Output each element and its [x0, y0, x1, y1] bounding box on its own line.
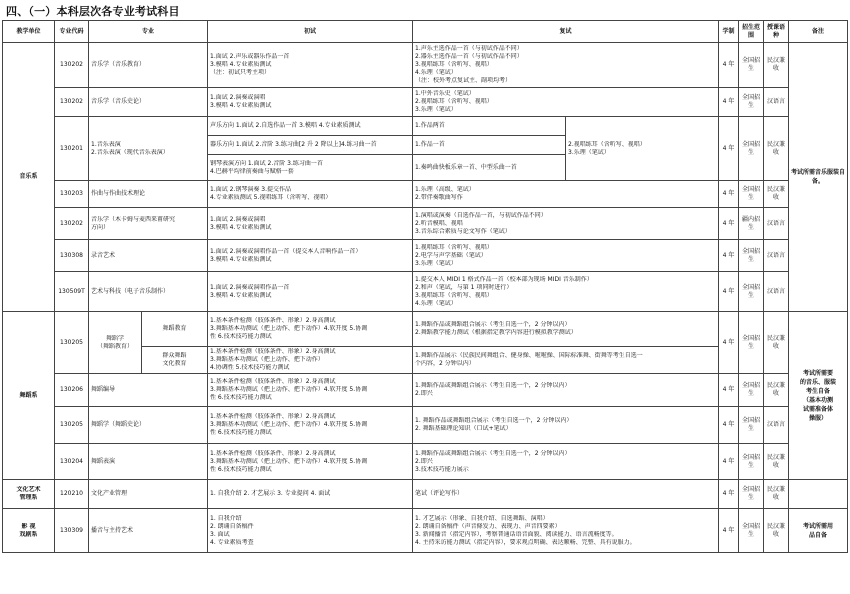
major-name: 作曲与作曲技术理论: [89, 181, 208, 208]
section-title: 四、（一）本科层次各专业考试科目: [6, 5, 180, 18]
years-cell: 4 年: [719, 407, 739, 444]
lang-cell: 民汉兼收: [764, 312, 789, 374]
prelim-cell: 1.面试 2.演奏或演唱 3.模唱 4.专业素质测试: [208, 88, 413, 117]
header-note: 备注: [789, 21, 848, 43]
header-retest: 复试: [413, 21, 719, 43]
table-row: [3, 240, 848, 272]
retest-cell: 1.舞蹈作品或舞蹈组合展示（考生自选一个，2 分钟以内） 2.即兴: [413, 374, 719, 407]
major-name: 文化产业管理: [89, 480, 208, 509]
prelim-cell: 1.基本条件检测（肢体条件、形象）2.身高测试 3.舞蹈基本功测试（把上动作、把下动作） 4.协调性 5.技术技巧能力测试: [208, 347, 413, 374]
major-code: 130206: [55, 374, 89, 407]
retest-cell: 1.声乐主选作品一首（与初试作品不同） 2.器乐主选作品一首（与初试作品不同） 3.视唱练耳（含听写、视唱） 4.乐理（笔试） （注：校外考点复试主、副项均考）: [413, 43, 719, 88]
major-code: 130309: [55, 509, 89, 553]
range-cell: 全国招生: [739, 374, 764, 407]
prelim-cell: 1.基本条件检测（肢体条件、形象）2.身高测试 3.舞蹈基本功测试（把上动作、把下动作）4.软开度 5.协调 性 6.技术技巧能力测试: [208, 407, 413, 444]
range-cell: 全国招生: [739, 444, 764, 480]
years-cell: 4 年: [719, 272, 739, 312]
table-row: [3, 208, 848, 240]
lang-cell: 民汉兼收: [764, 480, 789, 509]
major-name: 音乐学（音乐教育）: [89, 43, 208, 88]
major-code: 130203: [55, 181, 89, 208]
retest-cell: 1. 才艺展示（形象、自我介绍、自选舞蹈、演唱） 2. 朗诵自备稿件（声音條发力、表现力、声音四要素） 3. 新闻播音（指定内容），考察普通话语音面貌、阅读能力、语言流畅度等。 4. 主持采访能力测试（指定内容），要求观点明确、表达顺畅、完整、具有说服力。: [413, 509, 719, 553]
table-row: [3, 480, 848, 509]
lang-cell: 汉语言: [764, 208, 789, 240]
major-code: 130205: [55, 407, 89, 444]
retest-cell: 笔试（评论写作）: [413, 480, 719, 509]
range-cell: 全国招生: [739, 88, 764, 117]
retest-cell: 1.演唱或演奏（自选作品一首，与初试作品不同） 2.听音模唱、视唱 3.音乐综合素质与论文写作（笔试）: [413, 208, 719, 240]
retest-cell: 1.提交本人 MIDI 1 格式作品一首（校本部为现场 MIDI 音乐制作） 2.和声（笔试，与第 1 项同时进行） 3.视唱练耳（含听写、视唱） 4.乐理（笔试）: [413, 272, 719, 312]
major-code: 120210: [55, 480, 89, 509]
lang-cell: 汉语言: [764, 88, 789, 117]
major-name: 音乐学（木卡姆与麦西来甫研究 方向）: [89, 208, 208, 240]
prelim-cell: 器乐方向 1.面试 2.音阶 3.练习曲[2 升 2 降以上]4.练习曲一首: [208, 136, 413, 155]
header-lang: 授课语种: [764, 21, 789, 43]
prelim-cell: 1.基本条件检测（肢体条件、形象）2.身高测试 3.舞蹈基本功测试（把上动作、把下动作）4.软开度 5.协调 性 6.技术技巧能力测试: [208, 374, 413, 407]
years-cell: 4 年: [719, 43, 739, 88]
header-years: 学制: [719, 21, 739, 43]
range-cell: 全国招生: [739, 117, 764, 181]
dept-music: 音乐系: [3, 43, 55, 312]
prelim-cell: 1.面试 2.演奏或演唱作品一首（提交本人音响作品一首） 3.模唱 4.专业素质测试: [208, 240, 413, 272]
major-code: 130202: [55, 43, 89, 88]
table-row: [3, 374, 848, 407]
lang-cell: 民汉兼收: [764, 444, 789, 480]
major-code: 130204: [55, 444, 89, 480]
dance-note: 考试所需要 的音乐、服装 考生自备 （基本功测 试需准备体 操服）: [789, 312, 848, 480]
major-name: 舞蹈表演: [89, 444, 208, 480]
retest-cell: 1.舞蹈作品或舞蹈组合展示（考生自选一个，2 分钟以内） 2.即兴 3.技术技巧能力展示: [413, 444, 719, 480]
years-cell: 4 年: [719, 208, 739, 240]
years-cell: 4 年: [719, 117, 739, 181]
major-code: 130308: [55, 240, 89, 272]
major-name: 舞蹈学（舞蹈史论）: [89, 407, 208, 444]
years-cell: 4 年: [719, 88, 739, 117]
header-code: 专业代码: [55, 21, 89, 43]
major-code: 130509T: [55, 272, 89, 312]
years-cell: 4 年: [719, 509, 739, 553]
prelim-cell: 1. 自我介绍 2. 才艺展示 3. 专业提问 4. 面试: [208, 480, 413, 509]
prelim-cell: 钢琴表演方向 1.面试 2.音阶 3.练习曲一首 4.巴赫平均律前奏曲与赋格一套: [208, 155, 413, 181]
retest-cell: 1.中外音乐史（笔试） 2.视唱练耳（含听写、视唱） 3.乐理（笔试）: [413, 88, 719, 117]
sub-direction: 舞蹈教育: [142, 312, 208, 347]
range-cell: 疆内招生: [739, 208, 764, 240]
retest-cell: 1.舞蹈作品或舞蹈组合展示（考生自选一个，2 分钟以内） 2.舞蹈教学能力测试（根据指定教学内容进行模拟教学测试）: [413, 312, 719, 347]
dept-film: 影 视 戏剧系: [3, 509, 55, 553]
music-note: 考试所需音乐服装自备。: [789, 43, 848, 312]
range-cell: 全国招生: [739, 480, 764, 509]
years-cell: 4 年: [719, 312, 739, 374]
range-cell: 全国招生: [739, 240, 764, 272]
years-cell: 4 年: [719, 444, 739, 480]
exam-subjects-table: [2, 20, 848, 553]
dept-dance: 舞蹈系: [3, 312, 55, 480]
prelim-cell: 1.面试 2.演奏或演唱 3.模唱 4.专业素质测试: [208, 208, 413, 240]
lang-cell: 民汉兼收: [764, 43, 789, 88]
range-cell: 全国招生: [739, 509, 764, 553]
years-cell: 4 年: [719, 181, 739, 208]
major-name: 艺术与科技（电子音乐制作）: [89, 272, 208, 312]
prelim-cell: 1.基本条件检测（肢体条件、形象）2.身高测试 3.舞蹈基本功测试（把上动作、把下动作）4.软开度 5.协调 性 6.技术技巧能力测试: [208, 312, 413, 347]
header-row: [3, 21, 848, 43]
retest-cell: 1.舞蹈作品展示（民族民间舞组合、健身操、啦啦操、国际标准舞、街舞等考生自选一 个内容，2 分钟以内）: [413, 347, 719, 374]
film-note: 考试所需用 品自备: [789, 509, 848, 553]
table-row: [3, 43, 848, 88]
range-cell: 全国招生: [739, 407, 764, 444]
lang-cell: 民汉兼收: [764, 374, 789, 407]
lang-cell: 民汉兼收: [764, 117, 789, 181]
major-name: 舞蹈学 （舞蹈教育）: [89, 312, 142, 374]
retest-cell: 1.视唱练耳（含听写、视唱） 2.电学与声学基础（笔试） 3.乐理（笔试）: [413, 240, 719, 272]
dept-culture: 文化艺术 管理系: [3, 480, 55, 509]
table-row: [3, 407, 848, 444]
header-prelim: 初试: [208, 21, 413, 43]
major-name: 音乐学（音乐史论）: [89, 88, 208, 117]
retest-cell: 1. 舞蹈作品或舞蹈组合展示（考生自选一个，2 分钟以内） 2. 舞蹈基础理论知识（口试+笔试）: [413, 407, 719, 444]
prelim-cell: 1.面试 2.演奏或演唱作品一首 3.模唱 4.专业素质测试: [208, 272, 413, 312]
retest-cell: 1.乐理（高级、笔试） 2.带伴奏歌曲写作: [413, 181, 719, 208]
prelim-cell: 1.面试 2.声乐或器乐作品一首 3.模唱 4.专业素质测试 （注：初试只考主项）: [208, 43, 413, 88]
retest-cell: 1.奏鸣曲快板乐章一首、中型乐曲一首: [413, 155, 566, 181]
major-name: 录音艺术: [89, 240, 208, 272]
header-dept: 教学单位: [3, 21, 55, 43]
major-name: 1.音乐表演 2.音乐表演（现代音乐表演）: [89, 117, 208, 181]
range-cell: 全国招生: [739, 312, 764, 374]
range-cell: 全国招生: [739, 181, 764, 208]
table-row: [3, 272, 848, 312]
header-range: 招生范围: [739, 21, 764, 43]
table-row: [3, 444, 848, 480]
prelim-cell: 1.基本条件检测（肢体条件、形象）2.身高测试 3.舞蹈基本功测试（把上动作、把下动作）4.软开度 5.协调 性 6.技术技巧能力测试: [208, 444, 413, 480]
major-code: 130202: [55, 88, 89, 117]
major-name: 播音与主持艺术: [89, 509, 208, 553]
years-cell: 4 年: [719, 374, 739, 407]
lang-cell: 汉语言: [764, 272, 789, 312]
range-cell: 全国招生: [739, 272, 764, 312]
table-row: [3, 181, 848, 208]
major-name: 舞蹈编导: [89, 374, 208, 407]
table-row: [3, 509, 848, 553]
major-code: 130205: [55, 312, 89, 374]
header-major: 专业: [89, 21, 208, 43]
lang-cell: 汉语言: [764, 407, 789, 444]
years-cell: 4 年: [719, 240, 739, 272]
major-code: 130202: [55, 208, 89, 240]
range-cell: 全国招生: [739, 43, 764, 88]
years-cell: 4 年: [719, 480, 739, 509]
sub-direction: 群众舞蹈 文化教育: [142, 347, 208, 374]
prelim-cell: 声乐方向 1.面试 2.自选作品一首 3.模唱 4.专业素质测试: [208, 117, 413, 136]
prelim-cell: 1. 自我介绍 2. 朗诵自备稿件 3. 面试 4. 专业素质考查: [208, 509, 413, 553]
table-row: [3, 117, 848, 136]
lang-cell: 民汉兼收: [764, 509, 789, 553]
retest-common-cell: 2.视唱练耳（含听写、视唱） 3.乐理（笔试）: [566, 117, 719, 181]
culture-note: [789, 480, 848, 509]
prelim-cell: 1.面试 2.钢琴演奏 3.提交作品 4.专业素质测试 5.视唱练耳（含听写、视唱）: [208, 181, 413, 208]
major-code: 130201: [55, 117, 89, 181]
retest-cell: 1.作品两首: [413, 117, 566, 136]
lang-cell: 汉语言: [764, 240, 789, 272]
retest-cell: 1.作品一首: [413, 136, 566, 155]
lang-cell: 民汉兼收: [764, 181, 789, 208]
table-row: [3, 312, 848, 347]
table-row: [3, 88, 848, 117]
